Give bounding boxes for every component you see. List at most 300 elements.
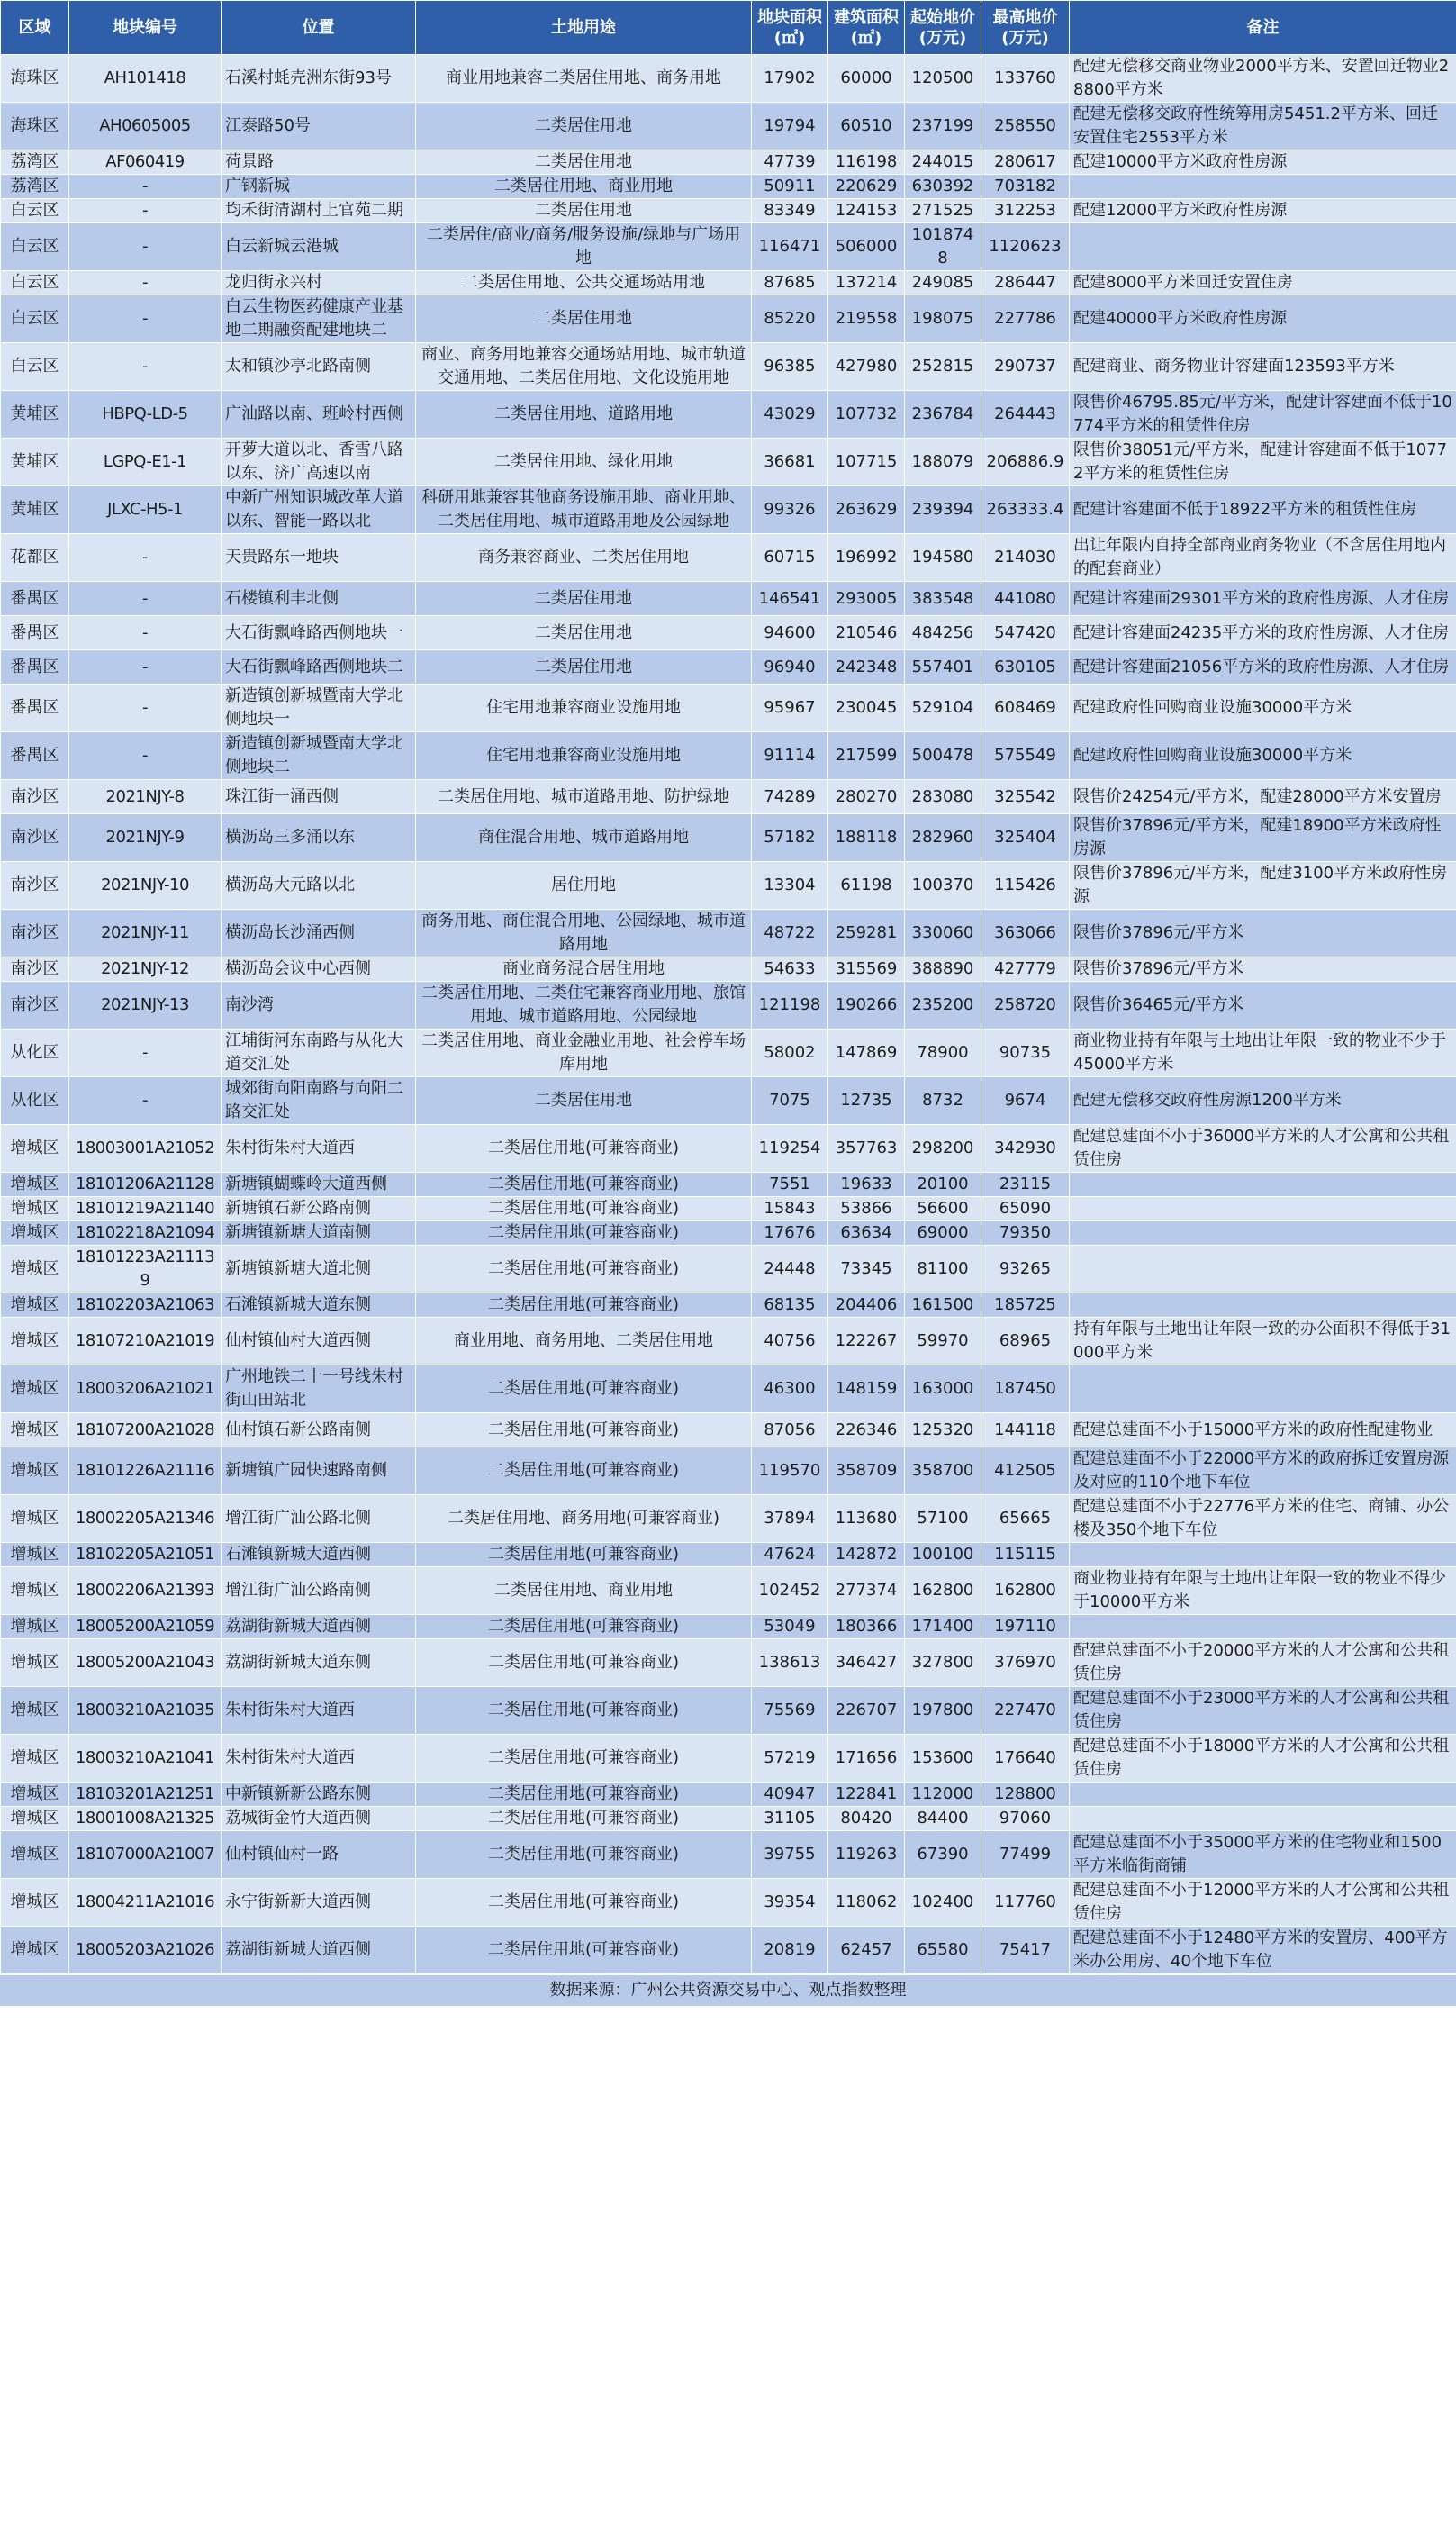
cell-land-area: 94600 — [752, 616, 828, 650]
cell-starting-price: 283080 — [905, 780, 981, 814]
cell-land-use: 二类居住用地 — [416, 199, 752, 223]
cell-district: 南沙区 — [1, 814, 69, 862]
cell-location: 新塘镇石新公路南侧 — [222, 1197, 416, 1221]
cell-district: 增城区 — [1, 1173, 69, 1197]
cell-location: 横沥岛三多涌以东 — [222, 814, 416, 862]
cell-land-area: 37894 — [752, 1495, 828, 1543]
cell-land-area: 146541 — [752, 582, 828, 616]
cell-starting-price: 557401 — [905, 650, 981, 685]
cell-parcel-id: 18002206A21393 — [69, 1567, 222, 1615]
cell-location: 石楼镇利丰北侧 — [222, 582, 416, 616]
cell-floor-area: 73345 — [828, 1246, 905, 1293]
cell-starting-price: 239394 — [905, 486, 981, 534]
cell-district: 增城区 — [1, 1246, 69, 1293]
cell-max-price: 325404 — [981, 814, 1070, 862]
cell-parcel-id: 18003210A21035 — [69, 1687, 222, 1735]
cell-land-use: 二类居住用地(可兼容商业) — [416, 1807, 752, 1831]
cell-starting-price: 188079 — [905, 439, 981, 486]
cell-max-price: 363066 — [981, 910, 1070, 957]
cell-max-price: 441080 — [981, 582, 1070, 616]
cell-land-area: 40947 — [752, 1783, 828, 1807]
cell-starting-price: 56600 — [905, 1197, 981, 1221]
cell-floor-area: 190266 — [828, 982, 905, 1030]
cell-land-use: 二类居住用地 — [416, 1077, 752, 1125]
cell-max-price: 376970 — [981, 1639, 1070, 1687]
cell-floor-area: 80420 — [828, 1807, 905, 1831]
cell-notes — [1070, 1365, 1456, 1413]
table-row — [1, 103, 1456, 150]
cell-starting-price: 112000 — [905, 1783, 981, 1807]
cell-floor-area: 142872 — [828, 1543, 905, 1567]
table-row — [1, 957, 1456, 982]
cell-location: 新造镇创新城暨南大学北侧地块一 — [222, 685, 416, 732]
cell-land-area: 47739 — [752, 150, 828, 175]
cell-land-use: 商住混合用地、城市道路用地 — [416, 814, 752, 862]
cell-max-price: 23115 — [981, 1173, 1070, 1197]
cell-max-price: 176640 — [981, 1735, 1070, 1783]
cell-notes: 配建政府性回购商业设施30000平方米 — [1070, 732, 1456, 780]
cell-starting-price: 358700 — [905, 1447, 981, 1495]
cell-location: 新塘镇新塘大道北侧 — [222, 1246, 416, 1293]
cell-notes — [1070, 175, 1456, 199]
table-row — [1, 1173, 1456, 1197]
cell-max-price: 79350 — [981, 1221, 1070, 1246]
cell-location: 荷景路 — [222, 150, 416, 175]
cell-parcel-id: - — [69, 343, 222, 391]
cell-floor-area: 230045 — [828, 685, 905, 732]
cell-parcel-id: 18001008A21325 — [69, 1807, 222, 1831]
cell-floor-area: 263629 — [828, 486, 905, 534]
cell-max-price: 286447 — [981, 271, 1070, 295]
cell-location: 大石街飘峰路西侧地块二 — [222, 650, 416, 685]
cell-starting-price: 102400 — [905, 1879, 981, 1927]
table-row — [1, 1318, 1456, 1365]
table-row — [1, 1413, 1456, 1447]
cell-land-use: 商务兼容商业、二类居住用地 — [416, 534, 752, 582]
cell-floor-area: 53866 — [828, 1197, 905, 1221]
cell-max-price: 187450 — [981, 1365, 1070, 1413]
cell-district: 荔湾区 — [1, 150, 69, 175]
cell-location: 横沥岛会议中心西侧 — [222, 957, 416, 982]
header-land-use: 土地用途 — [416, 1, 752, 55]
cell-parcel-id: 18102203A21063 — [69, 1293, 222, 1318]
cell-district: 番禺区 — [1, 616, 69, 650]
cell-starting-price: 100100 — [905, 1543, 981, 1567]
cell-parcel-id: JLXC-H5-1 — [69, 486, 222, 534]
cell-max-price: 65665 — [981, 1495, 1070, 1543]
cell-parcel-id: 2021NJY-11 — [69, 910, 222, 957]
cell-location: 荔湖街新城大道东侧 — [222, 1639, 416, 1687]
cell-land-area: 17676 — [752, 1221, 828, 1246]
header-district: 区域 — [1, 1, 69, 55]
cell-starting-price: 163000 — [905, 1365, 981, 1413]
table-row — [1, 1246, 1456, 1293]
cell-location: 中新镇新新公路东侧 — [222, 1783, 416, 1807]
table-row — [1, 439, 1456, 486]
cell-max-price: 290737 — [981, 343, 1070, 391]
table-row — [1, 1125, 1456, 1173]
cell-notes: 配建无偿移交政府性房源1200平方米 — [1070, 1077, 1456, 1125]
cell-land-area: 46300 — [752, 1365, 828, 1413]
cell-location: 仙村镇仙村大道西侧 — [222, 1318, 416, 1365]
cell-floor-area: 137214 — [828, 271, 905, 295]
cell-starting-price: 298200 — [905, 1125, 981, 1173]
cell-max-price: 1120623 — [981, 223, 1070, 271]
cell-floor-area: 113680 — [828, 1495, 905, 1543]
cell-land-use: 二类居住用地、公共交通场站用地 — [416, 271, 752, 295]
cell-starting-price: 388890 — [905, 957, 981, 982]
cell-location: 增江街广汕公路南侧 — [222, 1567, 416, 1615]
header-land-area: 地块面积(㎡) — [752, 1, 828, 55]
cell-district: 番禺区 — [1, 582, 69, 616]
header-max-price: 最高地价(万元) — [981, 1, 1070, 55]
cell-max-price: 117760 — [981, 1879, 1070, 1927]
cell-land-area: 99326 — [752, 486, 828, 534]
cell-floor-area: 280270 — [828, 780, 905, 814]
table-row — [1, 1365, 1456, 1413]
cell-floor-area: 61198 — [828, 862, 905, 910]
cell-land-area: 24448 — [752, 1246, 828, 1293]
cell-floor-area: 62457 — [828, 1927, 905, 1974]
cell-notes: 配建总建面不小于20000平方米的人才公寓和公共租赁住房 — [1070, 1639, 1456, 1687]
cell-floor-area: 124153 — [828, 199, 905, 223]
cell-land-area: 40756 — [752, 1318, 828, 1365]
cell-location: 仙村镇石新公路南侧 — [222, 1413, 416, 1447]
cell-floor-area: 226707 — [828, 1687, 905, 1735]
cell-starting-price: 153600 — [905, 1735, 981, 1783]
cell-max-price: 547420 — [981, 616, 1070, 650]
cell-floor-area: 315569 — [828, 957, 905, 982]
cell-district: 增城区 — [1, 1543, 69, 1567]
cell-starting-price: 78900 — [905, 1030, 981, 1077]
cell-starting-price: 65580 — [905, 1927, 981, 1974]
cell-max-price: 412505 — [981, 1447, 1070, 1495]
cell-parcel-id: 18003206A21021 — [69, 1365, 222, 1413]
cell-starting-price: 161500 — [905, 1293, 981, 1318]
cell-district: 南沙区 — [1, 982, 69, 1030]
cell-land-area: 7075 — [752, 1077, 828, 1125]
table-row — [1, 814, 1456, 862]
cell-land-use: 商业用地兼容二类居住用地、商务用地 — [416, 55, 752, 103]
cell-land-use: 二类居住用地、商务用地(可兼容商业) — [416, 1495, 752, 1543]
cell-floor-area: 220629 — [828, 175, 905, 199]
cell-notes: 配建政府性回购商业设施30000平方米 — [1070, 685, 1456, 732]
cell-land-use: 二类居住/商业/商务/服务设施/绿地与广场用地 — [416, 223, 752, 271]
table-row — [1, 1615, 1456, 1639]
table-row — [1, 1879, 1456, 1927]
cell-notes: 限售价37896元/平方米，配建18900平方米政府性房源 — [1070, 814, 1456, 862]
cell-location: 白云生物医药健康产业基地二期融资配建地块二 — [222, 295, 416, 343]
cell-district: 番禺区 — [1, 685, 69, 732]
table-row — [1, 780, 1456, 814]
cell-floor-area: 119263 — [828, 1831, 905, 1879]
table-row — [1, 982, 1456, 1030]
cell-max-price: 197110 — [981, 1615, 1070, 1639]
cell-starting-price: 20100 — [905, 1173, 981, 1197]
cell-max-price: 427779 — [981, 957, 1070, 982]
cell-district: 番禺区 — [1, 650, 69, 685]
cell-max-price: 258720 — [981, 982, 1070, 1030]
cell-location: 新造镇创新城暨南大学北侧地块二 — [222, 732, 416, 780]
cell-starting-price: 630392 — [905, 175, 981, 199]
cell-parcel-id: - — [69, 616, 222, 650]
cell-parcel-id: 18102218A21094 — [69, 1221, 222, 1246]
cell-floor-area: 118062 — [828, 1879, 905, 1927]
cell-notes: 配建10000平方米政府性房源 — [1070, 150, 1456, 175]
table-row — [1, 486, 1456, 534]
cell-max-price: 162800 — [981, 1567, 1070, 1615]
cell-district: 增城区 — [1, 1807, 69, 1831]
cell-floor-area: 277374 — [828, 1567, 905, 1615]
table-row — [1, 150, 1456, 175]
cell-land-area: 50911 — [752, 175, 828, 199]
cell-floor-area: 259281 — [828, 910, 905, 957]
cell-land-area: 60715 — [752, 534, 828, 582]
cell-parcel-id: 18101223A211139 — [69, 1246, 222, 1293]
cell-starting-price: 67390 — [905, 1831, 981, 1879]
cell-land-use: 二类居住用地 — [416, 582, 752, 616]
table-row — [1, 175, 1456, 199]
cell-parcel-id: - — [69, 1077, 222, 1125]
cell-land-area: 87056 — [752, 1413, 828, 1447]
table-row — [1, 1735, 1456, 1783]
cell-district: 黄埔区 — [1, 486, 69, 534]
cell-max-price: 264443 — [981, 391, 1070, 439]
table-row — [1, 1495, 1456, 1543]
table-row — [1, 343, 1456, 391]
cell-district: 增城区 — [1, 1735, 69, 1783]
cell-max-price: 128800 — [981, 1783, 1070, 1807]
cell-parcel-id: 18101206A21128 — [69, 1173, 222, 1197]
cell-location: 龙归街永兴村 — [222, 271, 416, 295]
cell-notes — [1070, 1807, 1456, 1831]
cell-location: 江泰路50号 — [222, 103, 416, 150]
cell-parcel-id: 18002205A21346 — [69, 1495, 222, 1543]
cell-land-use: 住宅用地兼容商业设施用地 — [416, 685, 752, 732]
cell-land-area: 31105 — [752, 1807, 828, 1831]
cell-location: 朱村街朱村大道西 — [222, 1125, 416, 1173]
cell-location: 荔城街金竹大道西侧 — [222, 1807, 416, 1831]
cell-location: 新塘镇新塘大道南侧 — [222, 1221, 416, 1246]
cell-parcel-id: 2021NJY-9 — [69, 814, 222, 862]
cell-land-use: 二类居住用地(可兼容商业) — [416, 1543, 752, 1567]
cell-location: 珠江街一涌西侧 — [222, 780, 416, 814]
cell-parcel-id: - — [69, 223, 222, 271]
cell-floor-area: 171656 — [828, 1735, 905, 1783]
cell-land-use: 居住用地 — [416, 862, 752, 910]
cell-floor-area: 122267 — [828, 1318, 905, 1365]
cell-max-price: 227470 — [981, 1687, 1070, 1735]
cell-parcel-id: AH0605005 — [69, 103, 222, 150]
cell-notes: 配建计容建面29301平方米的政府性房源、人才住房 — [1070, 582, 1456, 616]
cell-notes: 配建无偿移交商业物业2000平方米、安置回迁物业28800平方米 — [1070, 55, 1456, 103]
cell-max-price: 280617 — [981, 150, 1070, 175]
cell-district: 增城区 — [1, 1221, 69, 1246]
cell-max-price: 9674 — [981, 1077, 1070, 1125]
cell-land-use: 商业用地、商务用地、二类居住用地 — [416, 1318, 752, 1365]
cell-notes: 配建总建面不小于22000平方米的政府拆迁安置房源及对应的110个地下车位 — [1070, 1447, 1456, 1495]
source-note: 数据来源：广州公共资源交易中心、观点指数整理 — [0, 1974, 1456, 2006]
cell-location: 白云新城云港城 — [222, 223, 416, 271]
cell-starting-price: 282960 — [905, 814, 981, 862]
table-row — [1, 1447, 1456, 1495]
cell-floor-area: 188118 — [828, 814, 905, 862]
cell-max-price: 703182 — [981, 175, 1070, 199]
cell-floor-area: 427980 — [828, 343, 905, 391]
cell-parcel-id: 18107210A21019 — [69, 1318, 222, 1365]
cell-starting-price: 69000 — [905, 1221, 981, 1246]
table-row — [1, 685, 1456, 732]
cell-max-price: 93265 — [981, 1246, 1070, 1293]
table-row — [1, 1807, 1456, 1831]
cell-district: 从化区 — [1, 1030, 69, 1077]
cell-land-area: 83349 — [752, 199, 828, 223]
table-row — [1, 1221, 1456, 1246]
cell-land-use: 二类居住用地 — [416, 616, 752, 650]
table-row — [1, 55, 1456, 103]
table-row — [1, 295, 1456, 343]
cell-starting-price: 100370 — [905, 862, 981, 910]
cell-floor-area: 107732 — [828, 391, 905, 439]
cell-starting-price: 120500 — [905, 55, 981, 103]
cell-district: 增城区 — [1, 1293, 69, 1318]
cell-max-price: 312253 — [981, 199, 1070, 223]
cell-notes: 限售价36465元/平方米 — [1070, 982, 1456, 1030]
cell-notes: 限售价37896元/平方米 — [1070, 957, 1456, 982]
cell-land-use: 二类居住用地、绿化用地 — [416, 439, 752, 486]
cell-district: 白云区 — [1, 271, 69, 295]
cell-notes: 限售价37896元/平方米，配建3100平方米政府性房源 — [1070, 862, 1456, 910]
cell-district: 海珠区 — [1, 103, 69, 150]
cell-district: 增城区 — [1, 1927, 69, 1974]
cell-land-area: 95967 — [752, 685, 828, 732]
cell-parcel-id: 18101219A21140 — [69, 1197, 222, 1221]
cell-notes: 限售价24254元/平方米，配建28000平方米安置房 — [1070, 780, 1456, 814]
table-row — [1, 616, 1456, 650]
cell-max-price: 144118 — [981, 1413, 1070, 1447]
cell-parcel-id: 18003210A21041 — [69, 1735, 222, 1783]
cell-land-area: 36681 — [752, 439, 828, 486]
cell-notes: 配建商业、商务物业计容建面123593平方米 — [1070, 343, 1456, 391]
cell-parcel-id: 2021NJY-12 — [69, 957, 222, 982]
cell-district: 海珠区 — [1, 55, 69, 103]
cell-notes — [1070, 1293, 1456, 1318]
cell-floor-area: 357763 — [828, 1125, 905, 1173]
header-starting-price: 起始地价(万元) — [905, 1, 981, 55]
cell-parcel-id: 18101226A21116 — [69, 1447, 222, 1495]
cell-parcel-id: - — [69, 271, 222, 295]
cell-floor-area: 147869 — [828, 1030, 905, 1077]
cell-starting-price: 383548 — [905, 582, 981, 616]
cell-land-area: 75569 — [752, 1687, 828, 1735]
cell-notes: 商业物业持有年限与土地出让年限一致的物业不少于45000平方米 — [1070, 1030, 1456, 1077]
cell-parcel-id: 18003001A21052 — [69, 1125, 222, 1173]
cell-district: 增城区 — [1, 1365, 69, 1413]
cell-parcel-id: - — [69, 732, 222, 780]
cell-location: 增江街广汕公路北侧 — [222, 1495, 416, 1543]
cell-land-area: 7551 — [752, 1173, 828, 1197]
cell-district: 番禺区 — [1, 732, 69, 780]
cell-district: 从化区 — [1, 1077, 69, 1125]
cell-max-price: 65090 — [981, 1197, 1070, 1221]
cell-district: 黄埔区 — [1, 391, 69, 439]
cell-location: 江埔街河东南路与从化大道交汇处 — [222, 1030, 416, 1077]
cell-land-use: 二类居住用地 — [416, 150, 752, 175]
table-row — [1, 582, 1456, 616]
cell-notes: 配建40000平方米政府性房源 — [1070, 295, 1456, 343]
cell-starting-price: 330060 — [905, 910, 981, 957]
cell-starting-price: 252815 — [905, 343, 981, 391]
cell-district: 白云区 — [1, 295, 69, 343]
cell-location: 石滩镇新城大道东侧 — [222, 1293, 416, 1318]
cell-parcel-id: HBPQ-LD-5 — [69, 391, 222, 439]
cell-notes: 配建12000平方米政府性房源 — [1070, 199, 1456, 223]
cell-notes: 配建计容建面24235平方米的政府性房源、人才住房 — [1070, 616, 1456, 650]
cell-land-area: 85220 — [752, 295, 828, 343]
cell-notes: 配建总建面不小于36000平方米的人才公寓和公共租赁住房 — [1070, 1125, 1456, 1173]
cell-district: 增城区 — [1, 1318, 69, 1365]
cell-land-area: 19794 — [752, 103, 828, 150]
cell-land-use: 二类居住用地(可兼容商业) — [416, 1365, 752, 1413]
cell-max-price: 227786 — [981, 295, 1070, 343]
cell-land-use: 二类居住用地、商业用地 — [416, 175, 752, 199]
cell-starting-price: 59970 — [905, 1318, 981, 1365]
cell-floor-area: 107715 — [828, 439, 905, 486]
cell-starting-price: 235200 — [905, 982, 981, 1030]
cell-land-use: 二类居住用地(可兼容商业) — [416, 1639, 752, 1687]
cell-max-price: 115115 — [981, 1543, 1070, 1567]
cell-district: 南沙区 — [1, 780, 69, 814]
cell-district: 荔湾区 — [1, 175, 69, 199]
cell-max-price: 575549 — [981, 732, 1070, 780]
cell-district: 增城区 — [1, 1783, 69, 1807]
cell-location: 荔湖街新城大道西侧 — [222, 1927, 416, 1974]
cell-location: 广钢新城 — [222, 175, 416, 199]
cell-location: 太和镇沙亭北路南侧 — [222, 343, 416, 391]
cell-parcel-id: 18005200A21059 — [69, 1615, 222, 1639]
cell-max-price: 214030 — [981, 534, 1070, 582]
cell-parcel-id: - — [69, 685, 222, 732]
cell-floor-area: 506000 — [828, 223, 905, 271]
cell-land-use: 二类居住用地 — [416, 295, 752, 343]
cell-land-area: 54633 — [752, 957, 828, 982]
cell-notes — [1070, 1173, 1456, 1197]
cell-land-area: 87685 — [752, 271, 828, 295]
cell-starting-price: 500478 — [905, 732, 981, 780]
cell-land-area: 58002 — [752, 1030, 828, 1077]
cell-land-use: 二类居住用地、商业用地 — [416, 1567, 752, 1615]
cell-notes — [1070, 1246, 1456, 1293]
cell-starting-price: 162800 — [905, 1567, 981, 1615]
cell-land-use: 二类居住用地、城市道路用地、防护绿地 — [416, 780, 752, 814]
cell-land-use: 住宅用地兼容商业设施用地 — [416, 732, 752, 780]
cell-location: 横沥岛大元路以北 — [222, 862, 416, 910]
cell-parcel-id: - — [69, 175, 222, 199]
cell-max-price: 133760 — [981, 55, 1070, 103]
cell-notes — [1070, 1615, 1456, 1639]
cell-land-area: 43029 — [752, 391, 828, 439]
cell-land-use: 二类居住用地(可兼容商业) — [416, 1173, 752, 1197]
cell-land-use: 商业商务混合居住用地 — [416, 957, 752, 982]
cell-starting-price: 244015 — [905, 150, 981, 175]
table-row — [1, 1567, 1456, 1615]
cell-starting-price: 197800 — [905, 1687, 981, 1735]
cell-floor-area: 219558 — [828, 295, 905, 343]
header-location: 位置 — [222, 1, 416, 55]
cell-parcel-id: - — [69, 650, 222, 685]
cell-land-use: 二类居住用地、商业金融业用地、社会停车场库用地 — [416, 1030, 752, 1077]
cell-max-price: 263333.4 — [981, 486, 1070, 534]
